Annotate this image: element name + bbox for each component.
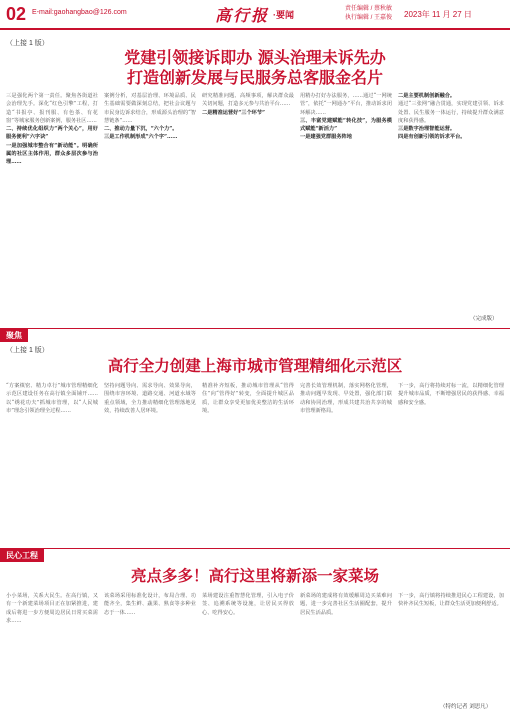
article3-column-4: 新菜场的建成将有效缓解周边买菜难问题，进一步完善社区生活圈配套，提升居民生活品质。 [300, 593, 392, 616]
article1-col1-subhead-1: 二、持续优化组织力“两个关心”，用好服务便利“六字诀” [6, 126, 98, 141]
masthead-logo: 高行报 [215, 5, 270, 25]
article3-column-1: 小小菜场，关系大民生。在高行镇，又有一个新建菜场项目正在加紧推进，建成后将进一步方便周边居民日常买菜需求…… [6, 593, 98, 624]
article1-col3-subhead-1: 二是精准运营好“三个环节” [202, 109, 266, 116]
article1-col1-lead: 三是强化两个第一责任。聚焦各街道社会治理先手。深化“红色引擎”工程，打造“书报亭、报刊服、有色茶、有花窗”等城家服务创新案例，服务社区…… [6, 93, 98, 124]
section-label-minxin: 民心工程 [0, 549, 44, 562]
editor-line-2: 执行编辑 / 王嘉俊 [345, 15, 393, 21]
masthead-section: ·要闻 [273, 9, 295, 20]
issue-date: 2023年 11 月 27 日 [404, 10, 472, 19]
section-rule-2 [0, 548, 510, 549]
article2-headline: 高行全力创建上海市城市管理精细化示范区 [107, 356, 403, 375]
article2-column-1: “方案缜密、精力卓行”城市管理精细化示范区建设任务在高行镇全面铺开……以“绣花功夫”抓城市管理，以“人民城市”理念引领治理全过程…… [6, 383, 98, 414]
article3-column-3: 菜场建设注重智慧化管理，引入电子价签、追溯系统等设施，让居民买得放心、吃得安心。 [202, 593, 294, 616]
article1-col2-subhead-2: 三是工作机制形成“六个字”…… [104, 134, 178, 141]
section-rule-1 [0, 328, 510, 329]
article3-end-note: （特约记者 刘思凡） [440, 704, 492, 710]
article2-column-3: 精准补齐短板，推动城市管理从“管得住”向“管得好”转变，全面提升城区品质，让群众享受更加优美整洁的生活环境。 [202, 383, 294, 414]
page-number: 02 [6, 4, 27, 24]
article3-column-2: 该菜场采用标准化设计，布局合理、功能齐全，集生鲜、蔬果、熟食等多种业态于一体…… [104, 593, 196, 616]
article2-column-5: 下一步，高行将持续对标一流，以精细化管理提升城市品质，不断增强居民的获得感、幸福感和安全感。 [398, 383, 504, 406]
article2-column-4: 完善长效管理机制，落实网格化管理，推动问题早发现、早处置，强化部门联动和协同治理，形成共建共治共享的城市管理新格局。 [300, 383, 392, 414]
article1-col4-subhead-1: 三、丰富党建赋能“转化技”，为服务模式赋能“新活力” [300, 117, 392, 133]
editor-line-1: 责任编辑 / 蔡秋敏 [345, 6, 393, 12]
article1-col3-text: 研究精准问题、高频事项，解决群众最关切问题，打造多元参与共治平台…… [202, 93, 294, 108]
article1-column-1 [6, 92, 98, 324]
article1-end-note: （完成版） [470, 316, 498, 322]
article2-tag: （上接 1 版） [6, 347, 49, 354]
article1-col4-subhead-2: 一是建强党群服务阵地 [300, 134, 352, 141]
article1-col5-subhead-2: 三是数字治理智能运营。 [398, 126, 456, 133]
article1-column-5 [398, 92, 504, 314]
article2-column-2: 坚持问题导向、需求导向、效果导向，围绕市容环境、道路交通、河道水域等重点领域，全力推动精细化管理落地见效，持续改善人居环境。 [104, 383, 196, 414]
article1-headline-line2: 打造创新发展与民服务总客服金名片 [126, 68, 383, 87]
article3-headline: 亮点多多！高行这里将新添一家菜场 [130, 566, 379, 585]
article1-col2-text: 案例分析，对基层治理、环境品质、民生基础需要做深刻总结，把社会议题与市民身边诉求结合，形成源头治理的“智慧链条”…… [104, 93, 196, 124]
article1-col4-text: 用精办打好办法服务，……通过“一网统管”，依托“一网通办”平台，推动诉求闭环解决…… [300, 93, 392, 116]
article3-column-5: 下一步，高行镇将持续推进民心工程建设，加快补齐民生短板，让群众生活更加便利舒适。 [398, 593, 504, 608]
header-email: E-mail:gaohangbao@126.com [32, 9, 127, 16]
article1-col5-subhead-1: 二是主要机制创新融合。 [398, 93, 456, 99]
editors-block [345, 5, 392, 23]
article1-col5-subhead-3: 四是有创新引领的诉求平台。 [398, 134, 466, 141]
masthead [215, 3, 294, 25]
article1-col2-subhead-1: 二、推动力量下沉，“六个力”。 [104, 126, 178, 133]
article1-column-2 [104, 92, 196, 324]
article1-col5-text: 通过“三张网”融合贯通，实现党建引领、诉求处置、民生服务一体运行，持续提升群众满意度和获得感。 [398, 101, 504, 124]
section-label-focus: 聚焦 [0, 329, 28, 342]
article1-col1-subhead-2: 一是加强城市整合有“新动能”。明确所属的社区主体作用，群众多层次参与治理…… [6, 142, 98, 166]
article1-column-4 [300, 92, 392, 324]
article1-column-3 [202, 92, 294, 324]
article1-headline-line1: 党建引领接诉即办 源头治理未诉先办 [124, 48, 386, 67]
article1-tag: （上接 1 版） [6, 40, 49, 47]
page-header [0, 0, 510, 30]
